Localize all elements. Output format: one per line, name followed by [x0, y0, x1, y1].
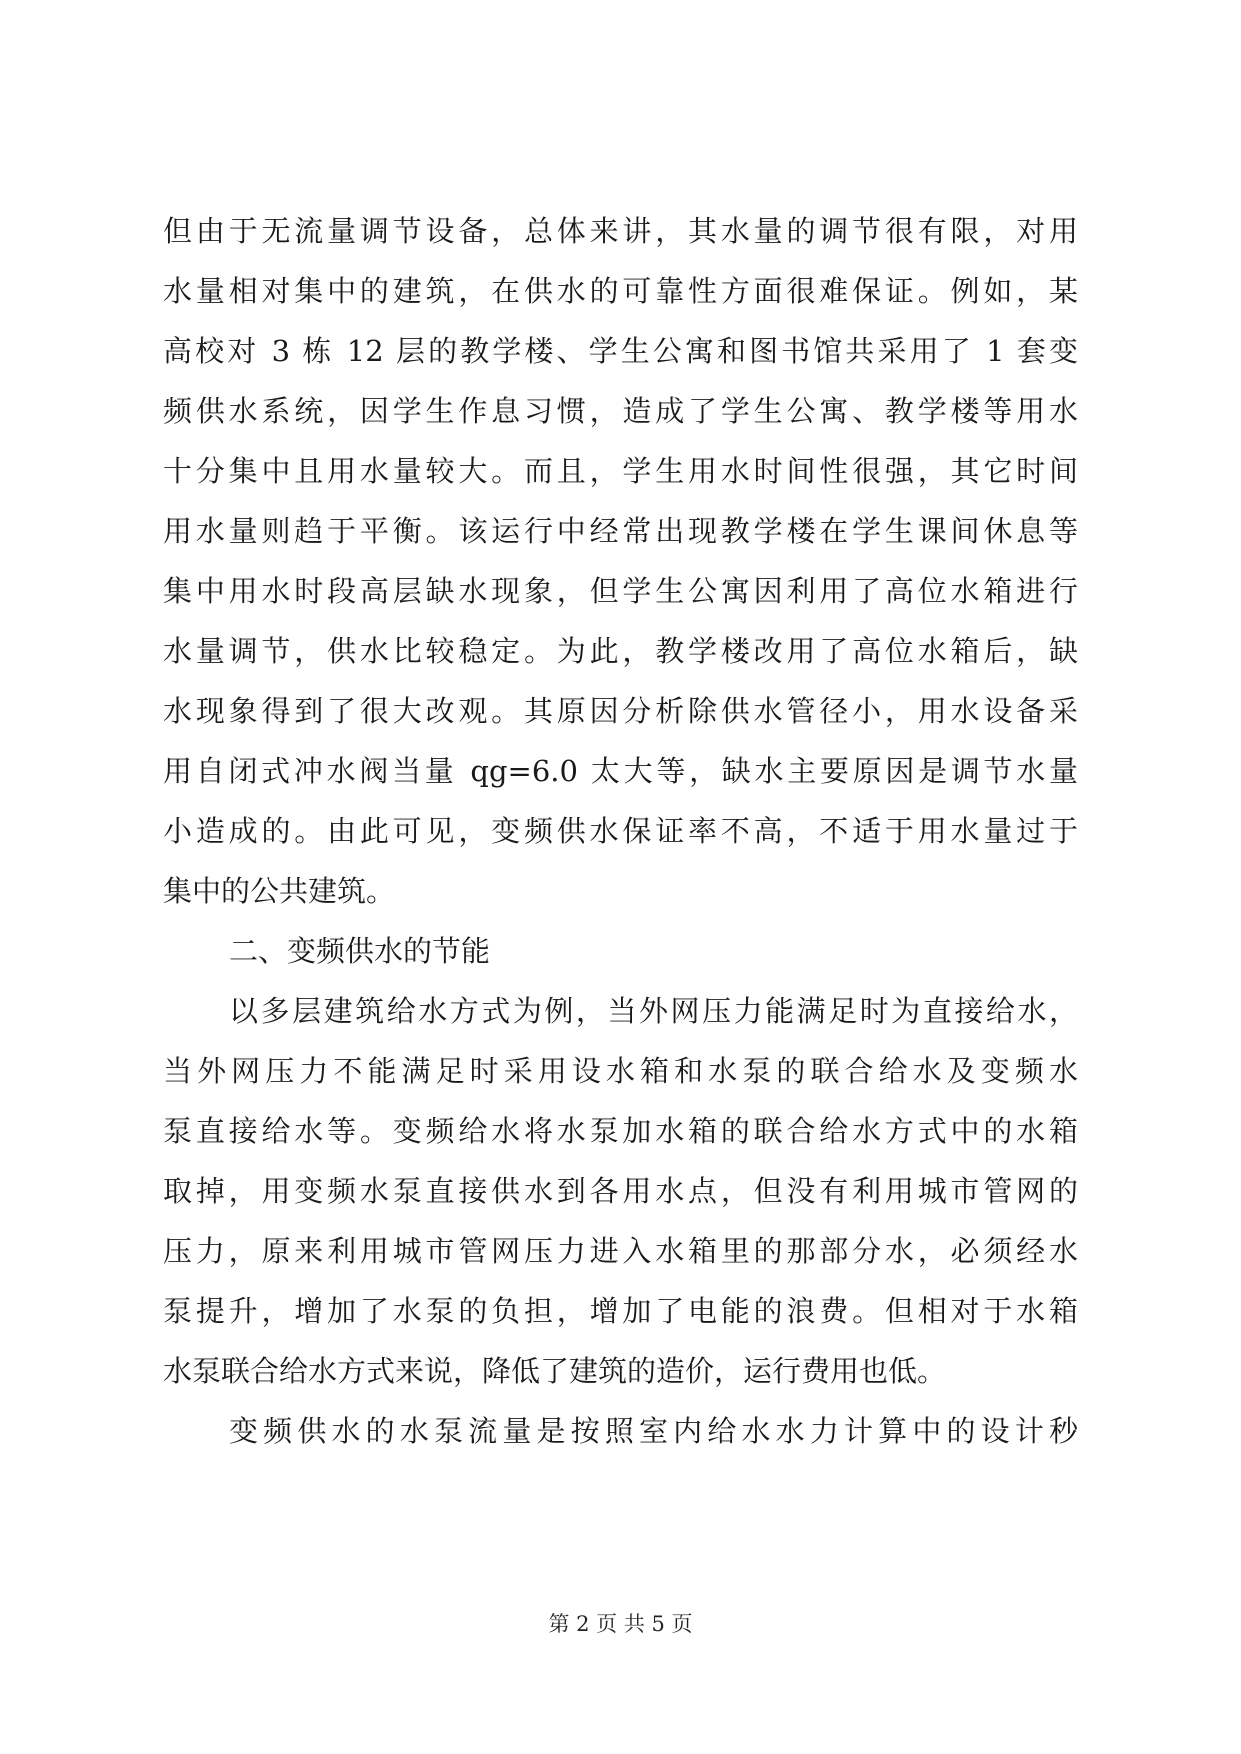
paragraph-line: 以多层建筑给水方式为例，当外网压力能满足时为直接给水，	[229, 994, 1078, 1028]
paragraph-line: 十分集中且用水量较大。而且，学生用水时间性很强，其它时间	[163, 454, 1078, 488]
paragraph-line: 集中用水时段高层缺水现象，但学生公寓因利用了高位水箱进行	[163, 574, 1078, 608]
paragraph-line: 小造成的。由此可见，变频供水保证率不高，不适于用水量过于	[163, 814, 1078, 848]
paragraph-line: 压力，原来利用城市管网压力进入水箱里的那部分水，必须经水	[163, 1234, 1078, 1268]
paragraph-line: 集中的公共建筑。	[163, 874, 396, 908]
paragraph-line: 泵直接给水等。变频给水将水泵加水箱的联合给水方式中的水箱	[163, 1114, 1078, 1148]
paragraph-line: 水量相对集中的建筑，在供水的可靠性方面很难保证。例如，某	[163, 274, 1078, 308]
paragraph-line: 变频供水的水泵流量是按照室内给水水力计算中的设计秒	[229, 1414, 1078, 1448]
paragraph-line: 用自闭式冲水阀当量 qg=6.0 太大等，缺水主要原因是调节水量	[163, 754, 1078, 788]
section-heading: 二、变频供水的节能	[229, 934, 491, 968]
page-number-footer: 第 2 页 共 5 页	[548, 1612, 693, 1636]
paragraph-line: 水泵联合给水方式来说，降低了建筑的造价，运行费用也低。	[163, 1354, 947, 1388]
paragraph-line: 水量调节，供水比较稳定。为此，教学楼改用了高位水箱后，缺	[163, 634, 1078, 668]
paragraph-line: 水现象得到了很大改观。其原因分析除供水管径小，用水设备采	[163, 694, 1078, 728]
paragraph-line: 但由于无流量调节设备，总体来讲，其水量的调节很有限，对用	[163, 214, 1078, 248]
paragraph-line: 用水量则趋于平衡。该运行中经常出现教学楼在学生课间休息等	[163, 514, 1078, 548]
paragraph-line: 泵提升，增加了水泵的负担，增加了电能的浪费。但相对于水箱	[163, 1294, 1078, 1328]
paragraph-line: 高校对 3 栋 12 层的教学楼、学生公寓和图书馆共采用了 1 套变	[163, 334, 1078, 368]
paragraph-line: 取掉，用变频水泵直接供水到各用水点，但没有利用城市管网的	[163, 1174, 1078, 1208]
paragraph-line: 当外网压力不能满足时采用设水箱和水泵的联合给水及变频水	[163, 1054, 1078, 1088]
paragraph-line: 频供水系统，因学生作息习惯，造成了学生公寓、教学楼等用水	[163, 394, 1078, 428]
